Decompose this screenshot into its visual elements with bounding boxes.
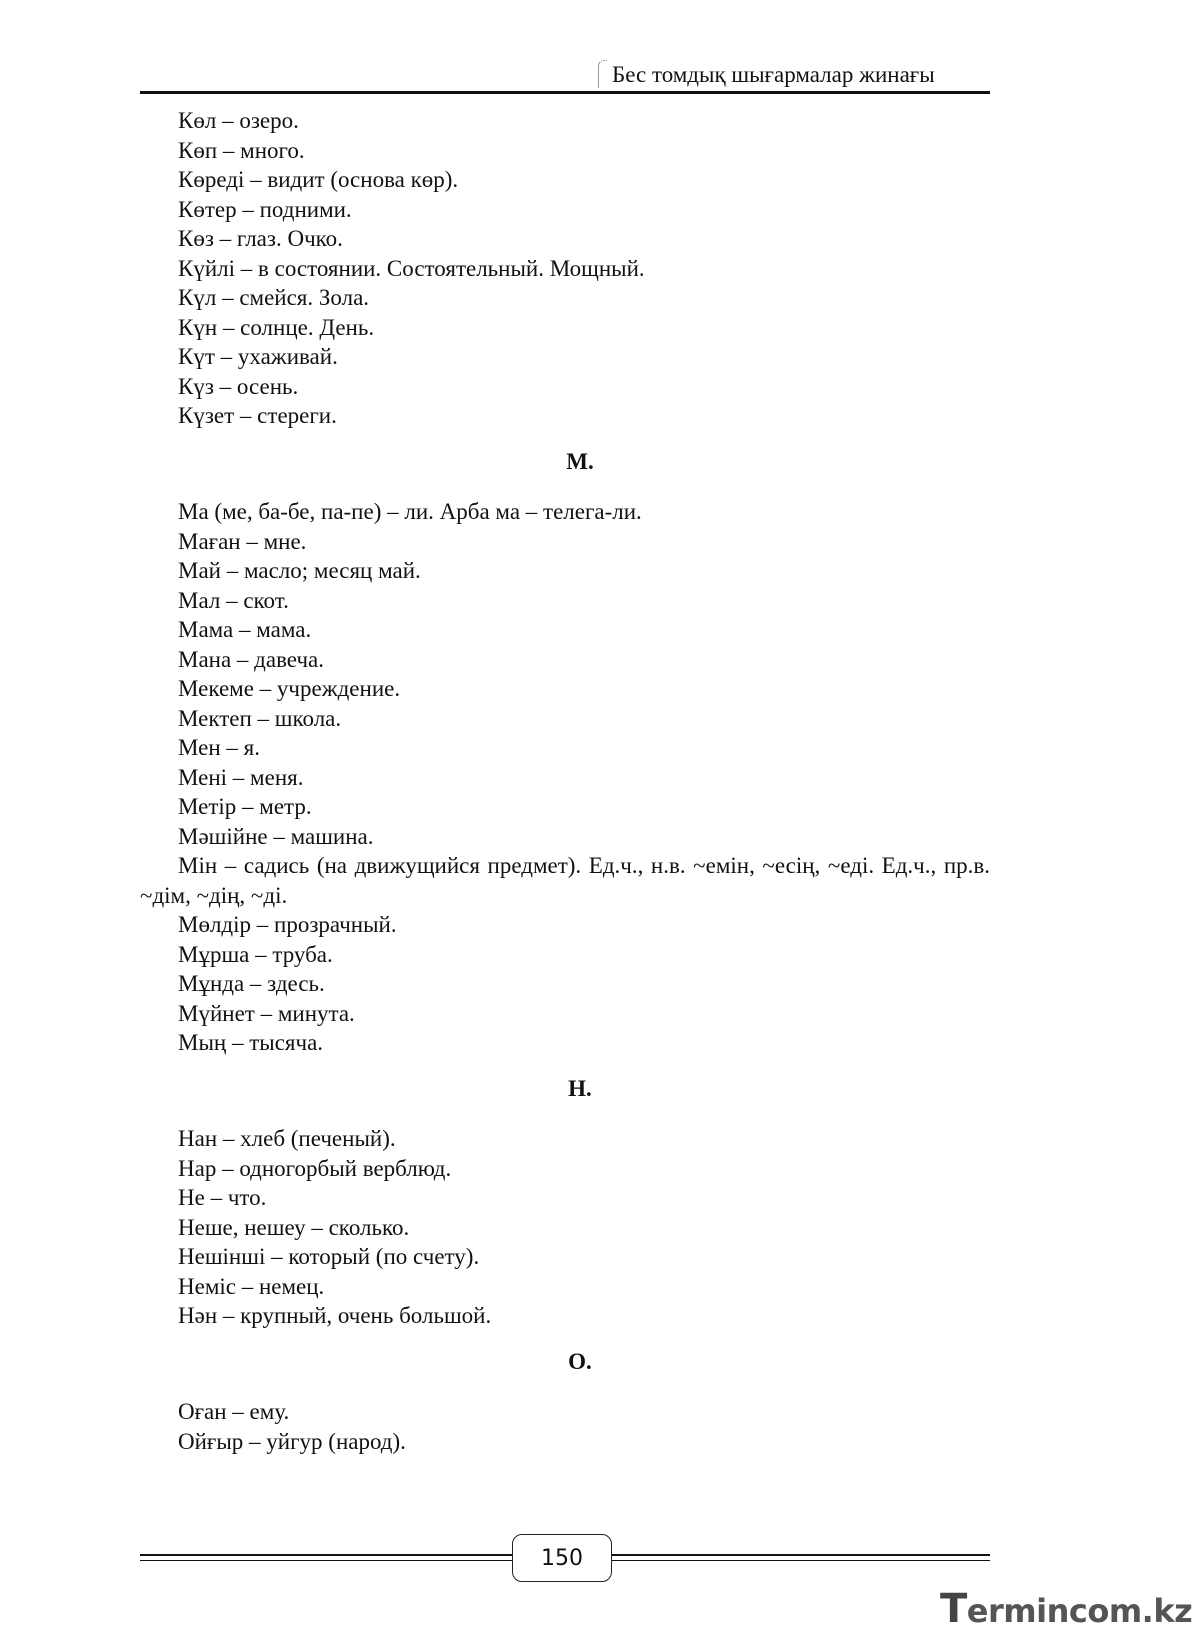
glossary-entry: Метір – метр. xyxy=(178,794,312,819)
glossary-entry: Мектеп – школа. xyxy=(178,705,342,731)
section-heading-o: О. xyxy=(568,1348,592,1374)
glossary-entry: Мөлдір – прозрачный. xyxy=(178,912,397,937)
glossary-entry: Күзет – стереги. xyxy=(178,403,337,428)
page-number: 150 xyxy=(512,1534,612,1582)
glossary-entry: Мың – тысяча. xyxy=(178,1030,324,1055)
glossary-entry-multiline: Мін – садись (на движущийся предмет). Ед.ч., н.в. ~емін, ~есің, ~еді. Ед.ч., пр.в. ~дім, ~дің, ~ді. xyxy=(140,853,990,908)
glossary-entry: Күл – смейся. Зола. xyxy=(178,285,370,310)
glossary-entry: Мен – я. xyxy=(178,735,260,760)
glossary-entry: Нешінші – который (по счету). xyxy=(178,1244,480,1269)
glossary-entry: Мәшійне – машина. xyxy=(178,823,374,849)
section-heading-m: М. xyxy=(566,448,594,474)
glossary-entry: Мені – меня. xyxy=(178,764,304,790)
glossary-entry: Нән – крупный, очень большой. xyxy=(178,1303,492,1328)
section-n-list xyxy=(140,1124,990,1331)
glossary-entry: Мұнда – здесь. xyxy=(178,971,325,996)
glossary-entry: Көп – много. xyxy=(178,137,305,163)
glossary-entry: Маған – мне. xyxy=(178,528,307,554)
glossary-entry: Күз – осень. xyxy=(178,373,299,399)
glossary-entry: Ма (ме, ба-бе, па-пе) – ли. Арба ма – телега-ли. xyxy=(178,499,642,524)
glossary-entry: Неше, нешеу – сколько. xyxy=(178,1214,410,1240)
glossary-entry: Неміс – немец. xyxy=(178,1273,325,1299)
section-k-list xyxy=(140,106,990,431)
glossary-entry: Көреді – видит (основа көр). xyxy=(178,167,459,192)
glossary-entry: Көз – глаз. Очко. xyxy=(178,226,343,251)
glossary-entry: Ойғыр – уйгур (народ). xyxy=(178,1428,406,1454)
glossary-entry: Күт – ухаживай. xyxy=(178,344,338,369)
glossary-entry: Күн – солнце. День. xyxy=(178,314,375,340)
glossary-entry: Мұрша – труба. xyxy=(178,941,333,967)
glossary-entry: Күйлі – в состоянии. Состоятельный. Мощный. xyxy=(178,255,645,281)
glossary-entry: Нан – хлеб (печеный). xyxy=(178,1126,396,1151)
glossary-entry: Көтер – подними. xyxy=(178,196,352,222)
glossary-entry: Нар – одногорбый верблюд. xyxy=(178,1155,452,1181)
section-heading-n: Н. xyxy=(568,1075,592,1101)
page-body xyxy=(140,106,990,1456)
watermark-logo: Termincom.kz xyxy=(940,1586,1192,1632)
glossary-entry: Мекеме – учреждение. xyxy=(178,676,401,701)
glossary-entry: Оған – ему. xyxy=(178,1399,290,1424)
glossary-entry: Мана – давеча. xyxy=(178,646,324,672)
running-header-title: Бес томдық шығармалар жинағы xyxy=(598,58,988,92)
glossary-entry: Не – что. xyxy=(178,1185,267,1210)
section-m-list xyxy=(140,497,990,1058)
header-rule xyxy=(140,91,990,94)
glossary-entry: Мама – мама. xyxy=(178,617,312,642)
section-o-list xyxy=(140,1397,990,1456)
glossary-entry: Мал – скот. xyxy=(178,587,289,613)
glossary-entry: Мүйнет – минута. xyxy=(178,1000,355,1026)
page-footer xyxy=(140,1534,990,1584)
glossary-entry: Май – масло; месяц май. xyxy=(178,558,421,583)
glossary-entry: Көл – озеро. xyxy=(178,108,299,133)
